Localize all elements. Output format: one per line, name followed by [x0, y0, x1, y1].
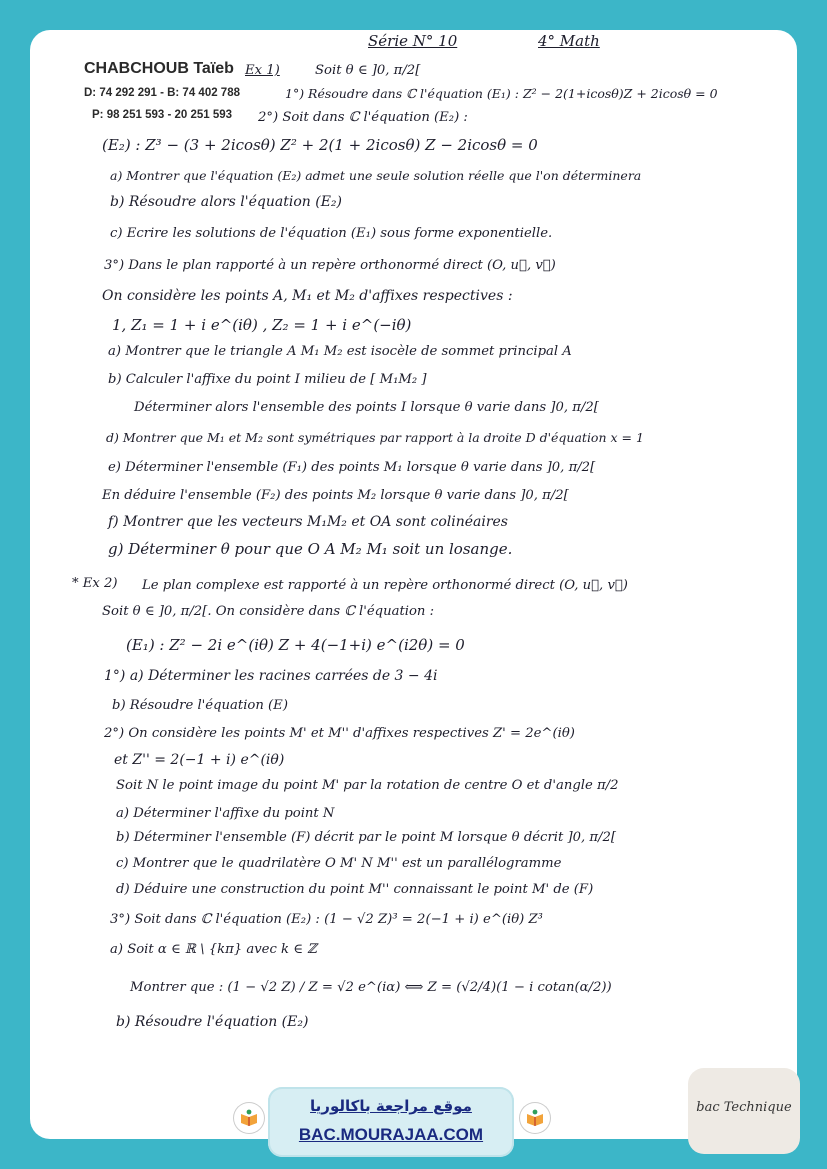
exam-sheet	[30, 30, 797, 1139]
ex2-line: b) Résoudre l'équation (E₂)	[116, 1014, 309, 1030]
ex1-title: Ex 1)	[245, 63, 280, 78]
book-icon	[234, 1103, 264, 1133]
ex2-title: * Ex 2)	[72, 576, 118, 591]
site-logo-left	[234, 1103, 264, 1133]
author-phone-p: P: 98 251 593 - 20 251 593	[92, 109, 233, 121]
ex1-line: g) Déterminer θ pour que O A M₂ M₁ soit un losange.	[108, 540, 513, 558]
book-icon	[520, 1103, 550, 1133]
author-name: CHABCHOUB Taïeb	[84, 60, 234, 77]
ex1-line: b) Résoudre alors l'équation (E₂)	[110, 194, 342, 210]
ex1-line: En déduire l'ensemble (F₂) des points M₂ lorsque θ varie dans ]0, π/2[	[102, 488, 569, 503]
author-phone-db: D: 74 292 291 - B: 74 402 788	[84, 87, 240, 99]
ex1-line: On considère les points A, M₁ et M₂ d'affixes respectives :	[102, 288, 513, 304]
ex1-line: Soit θ ∈ ]0, π/2[	[315, 63, 421, 78]
ex2-line: Montrer que : (1 − √2 Z) / Z = √2 e^(iα) ⟺ Z = (√2/4)(1 − i cotan(α/2))	[130, 980, 612, 995]
site-logo-right	[520, 1103, 550, 1133]
ex2-line: (E₁) : Z² − 2i e^(iθ) Z + 4(−1+i) e^(i2θ) = 0	[126, 636, 465, 654]
ex2-line: 1°) a) Déterminer les racines carrées de 3 − 4i	[104, 668, 438, 684]
ex1-line: 3°) Dans le plan rapporté à un repère orthonormé direct (O, u⃗, v⃗)	[104, 258, 556, 273]
ex2-line: 3°) Soit dans ℂ l'équation (E₂) : (1 − √2 Z)³ = 2(−1 + i) e^(iθ) Z³	[110, 912, 543, 927]
ex2-line: et Z'' = 2(−1 + i) e^(iθ)	[114, 752, 285, 768]
ex2-line: Soit N le point image du point M' par la rotation de centre O et d'angle π/2	[116, 778, 619, 793]
ex2-line: Le plan complexe est rapporté à un repère orthonormé direct (O, u⃗, v⃗)	[142, 578, 628, 593]
ex1-line: 2°) Soit dans ℂ l'équation (E₂) :	[258, 110, 468, 125]
ex1-line: 1, Z₁ = 1 + i e^(iθ) , Z₂ = 1 + i e^(−iθ)	[112, 316, 412, 334]
ex1-line: c) Ecrire les solutions de l'équation (E₁) sous forme exponentielle.	[110, 226, 553, 241]
ex1-line: Déterminer alors l'ensemble des points I lorsque θ varie dans ]0, π/2[	[134, 400, 599, 415]
site-footer-badge[interactable]	[268, 1087, 514, 1157]
ex1-line: 1°) Résoudre dans ℂ l'équation (E₁) : Z² − 2(1+icosθ)Z + 2icosθ = 0	[285, 86, 718, 101]
ex2-line: b) Résoudre l'équation (E)	[112, 698, 288, 713]
ex2-line: d) Déduire une construction du point M'' connaissant le point M' de (F)	[116, 882, 594, 897]
ex2-line: c) Montrer que le quadrilatère O M' N M'' est un parallélogramme	[116, 856, 562, 871]
class-label: 4° Math	[538, 32, 600, 50]
ex2-line: b) Déterminer l'ensemble (F) décrit par le point M lorsque θ décrit ]0, π/2[	[116, 830, 617, 845]
ex1-line: a) Montrer que le triangle A M₁ M₂ est isocèle de sommet principal A	[108, 344, 572, 359]
ex2-line: 2°) On considère les points M' et M'' d'affixes respectives Z' = 2e^(iθ)	[104, 726, 575, 741]
ex1-line: f) Montrer que les vecteurs M₁M₂ et OA sont colinéaires	[108, 514, 508, 530]
ex1-line: b) Calculer l'affixe du point I milieu de [ M₁M₂ ]	[108, 372, 427, 387]
bac-technique-badge	[688, 1068, 800, 1154]
ex2-line: a) Soit α ∈ ℝ \ {kπ} avec k ∈ ℤ	[110, 942, 317, 957]
site-url-link[interactable]: BAC.MOURAJAA.COM	[298, 1125, 484, 1144]
ex1-line: (E₂) : Z³ − (3 + 2icosθ) Z² + 2(1 + 2icosθ) Z − 2icosθ = 0	[102, 136, 538, 154]
serie-title: Série N° 10	[368, 32, 458, 50]
bac-technique-label: bac Technique	[696, 1100, 792, 1115]
ex2-line: a) Déterminer l'affixe du point N	[116, 806, 335, 821]
ex2-line: Soit θ ∈ ]0, π/2[. On considère dans ℂ l'équation :	[102, 604, 435, 619]
ex1-line: d) Montrer que M₁ et M₂ sont symétriques par rapport à la droite D d'équation x = 1	[106, 430, 644, 445]
ex1-line: e) Déterminer l'ensemble (F₁) des points M₁ lorsque θ varie dans ]0, π/2[	[108, 460, 596, 475]
site-name-arabic[interactable]: موقع مراجعة باكالوريا	[310, 1097, 472, 1115]
ex1-line: a) Montrer que l'équation (E₂) admet une seule solution réelle que l'on déterminera	[110, 168, 642, 183]
